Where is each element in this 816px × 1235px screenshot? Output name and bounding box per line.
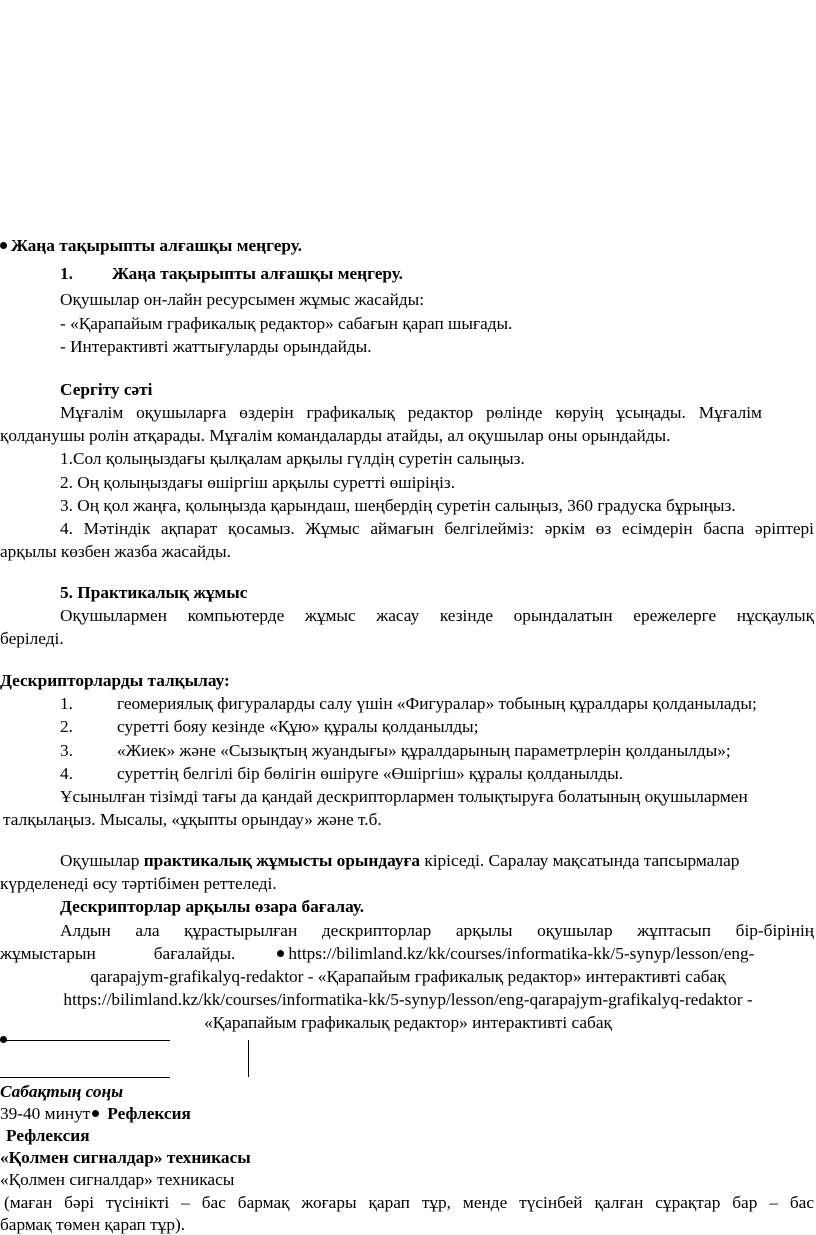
paragraph: - Интерактивті жаттығуларды орындайды. [60,337,372,356]
technique-heading: «Қолмен сигналдар» техникасы [0,1148,251,1167]
list-item [60,718,478,735]
paragraph: күрделенеді өсу тәртібімен реттеледі. [0,874,277,893]
text: кіріседі. Саралау мақсатында тапсырмалар [420,851,740,870]
reflection-heading: Рефлексия [6,1126,90,1145]
paragraph: қолданушы ролін атқарады. Мұғалім командаларды атайды, ал оқушылар оны орындайды. [0,426,671,445]
link[interactable]: https://bilimland.kz/kk/courses/informatika-kk/5-synyp/lesson/eng- [288,944,755,963]
section-heading-peer-assessment: Дескрипторлар арқылы өзара бағалау. [60,897,365,916]
item-text: суретті бояу кезінде «Құю» құралы қолданылды; [117,717,479,736]
list-item [60,742,731,759]
section-heading-practical-work: 5. Практикалық жұмыс [60,583,248,602]
numbered-heading [60,265,403,282]
paragraph: беріледі. [0,629,64,648]
item-text: Жаңа тақырыпты алғашқы меңгеру. [112,264,404,283]
paragraph: Алдын ала құрастырылған дескрипторлар арқылы оқушылар жұптасып бір-бірінің [60,921,814,940]
paragraph [60,852,739,869]
text: жұмыстарын [0,944,96,963]
paragraph: qarapajym-grafikalyq-redaktor - «Қарапайым графикалық редактор» интерактивті сабақ [90,967,726,986]
divider [0,1077,170,1078]
bullet-icon [92,1110,99,1117]
item-number: 2. [60,717,73,736]
item-text: геомериялық фигураларды салу үшін «Фигуралар» тобының құралдары қолданылады; [117,694,757,713]
time-line [0,1105,191,1122]
paragraph: Ұсынылған тізімді тағы да қандай дескрипторлармен толықтыруға болатының оқушылармен [60,787,748,806]
list-item [60,695,757,712]
list-item: 2. Оң қолыңыздағы өшіргіш арқылы суретті өшіріңіз. [60,473,456,492]
list-item [60,765,623,782]
item-text: «Жиек» және «Сызықтың жуандығы» құралдарының параметрлерін қолданылды»; [117,741,731,760]
text: Оқушылар [60,851,144,870]
paragraph: «Қарапайым графикалық редактор» интерактивті сабақ [204,1013,612,1032]
list-item: 3. Оң қол жаңға, қолыңызда қарындаш, шеңбердің суретін салыңыз, 360 градуска бұрыңыз. [60,496,736,515]
paragraph: Мұғалім оқушыларға өздерін графикалық редактор рөлінде көруің ұсыңады. Мұғалім [60,403,762,422]
divider [248,1040,249,1077]
technique-text: «Қолмен сигналдар» техникасы [0,1170,235,1189]
paragraph: Оқушылар он-лайн ресурсымен жұмыс жасайды: [60,290,425,309]
paragraph: Оқушылармен компьютерде жұмыс жасау кезінде орындалатын ережелерге нұсқаулық [60,606,814,625]
paragraph: арқылы көзбен жазба жасайды. [0,542,231,561]
item-text: суреттің белгілі бір бөлігін өшіруге «Өшіргіш» құралы қолданылды. [117,764,624,783]
reflection-inline: Рефлексия [107,1104,191,1123]
list-item: 4. Мәтіндік ақпарат қосамыз. Жұмыс аймағын белгілейміз: әркім өз есімдерін баспа әріптері [60,519,814,538]
bold-text: практикалық жұмысты орындауға [143,851,421,870]
list-item: 1.Сол қолыңыздағы қылқалам арқылы гүлдің суретін салыңыз. [60,449,525,468]
section-heading-new-topic [0,237,302,254]
section-heading-warmup: Сергіту сәті [60,380,153,399]
divider [0,1040,170,1041]
section-heading-descriptors: Дескрипторларды талқылау: [0,671,230,690]
bullet-icon [277,950,284,957]
paragraph: бармақ төмен қарап тұр). [0,1215,186,1234]
bullet-icon [0,242,7,249]
paragraph [0,945,814,962]
item-number: 1. [60,694,73,713]
paragraph: талқылаңыз. Мысалы, «ұқыпты орындау» және т.б. [3,810,382,829]
paragraph: (маған бәрі түсінікті – бас бармақ жоғары қарап тұр, менде түсінбей қалған сұрақтар бар – бас [4,1193,814,1212]
item-number: 1. [60,264,73,283]
text: бағалайды. [153,944,236,963]
section-heading-lesson-end: Сабақтың соңы [0,1082,124,1101]
time: 39-40 минут [0,1104,91,1123]
heading-text: Жаңа тақырыпты алғашқы меңгеру. [11,236,303,255]
link[interactable]: https://bilimland.kz/kk/courses/informatika-kk/5-synyp/lesson/eng-qarapajym-grafikalyq-redaktor - [63,990,753,1009]
item-number: 3. [60,741,73,760]
item-number: 4. [60,764,73,783]
paragraph: - «Қарапайым графикалық редактор» сабағын қарап шығады. [60,314,513,333]
